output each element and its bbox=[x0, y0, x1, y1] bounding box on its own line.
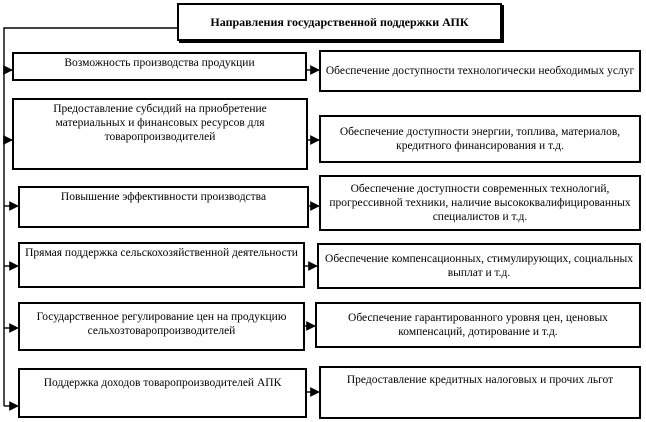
right-box-5 bbox=[315, 302, 641, 348]
right-box-2 bbox=[319, 115, 641, 163]
right-box-2-text: Обеспечение доступности энергии, топлива, материалов, кредитного финансирования и т.д. bbox=[339, 126, 621, 152]
right-box-4 bbox=[317, 243, 641, 289]
left-box-3 bbox=[18, 186, 309, 228]
left-box-1 bbox=[12, 52, 307, 81]
right-box-1 bbox=[319, 50, 641, 92]
right-box-3 bbox=[319, 175, 641, 231]
title-box bbox=[177, 3, 502, 41]
left-box-1-text: Возможность производства продукции bbox=[64, 57, 255, 69]
left-box-6-text: Поддержка доходов товаропроизводителей АПК bbox=[43, 377, 282, 389]
left-box-5 bbox=[18, 302, 305, 351]
right-box-6-text: Предоставление кредитных налоговых и прочих льгот bbox=[346, 374, 614, 386]
left-box-4 bbox=[18, 242, 305, 288]
left-box-2 bbox=[12, 98, 308, 170]
left-box-2-text: Предоставление субсидий на приобретение материальных и финансовых ресурсов для товаропроизводителей bbox=[53, 103, 267, 143]
left-box-5-text: Государственное регулирование цен на продукцию сельхозтоваропроизводителей bbox=[36, 311, 287, 337]
right-box-4-text: Обеспечение компенсационных, стимулирующих, социальных выплат и т.д. bbox=[325, 253, 633, 279]
right-box-3-text: Обеспечение доступности современных технологий, прогрессивной техники, наличие высококвалифицированных специалистов и т.д. bbox=[329, 183, 631, 223]
left-box-6 bbox=[18, 368, 307, 418]
right-box-1-text: Обеспечение доступности технологически необходимых услуг bbox=[325, 65, 635, 77]
right-box-5-text: Обеспечение гарантированного уровня цен, ценовых компенсаций, дотирование и т.д. bbox=[348, 312, 608, 338]
title-text: Направления государственной поддержки АПК bbox=[210, 15, 469, 29]
right-box-6 bbox=[319, 366, 641, 419]
left-box-3-text: Повышение эффективности производства bbox=[60, 191, 267, 203]
left-box-4-text: Прямая поддержка сельскохозяйственной деятельности bbox=[25, 247, 298, 259]
